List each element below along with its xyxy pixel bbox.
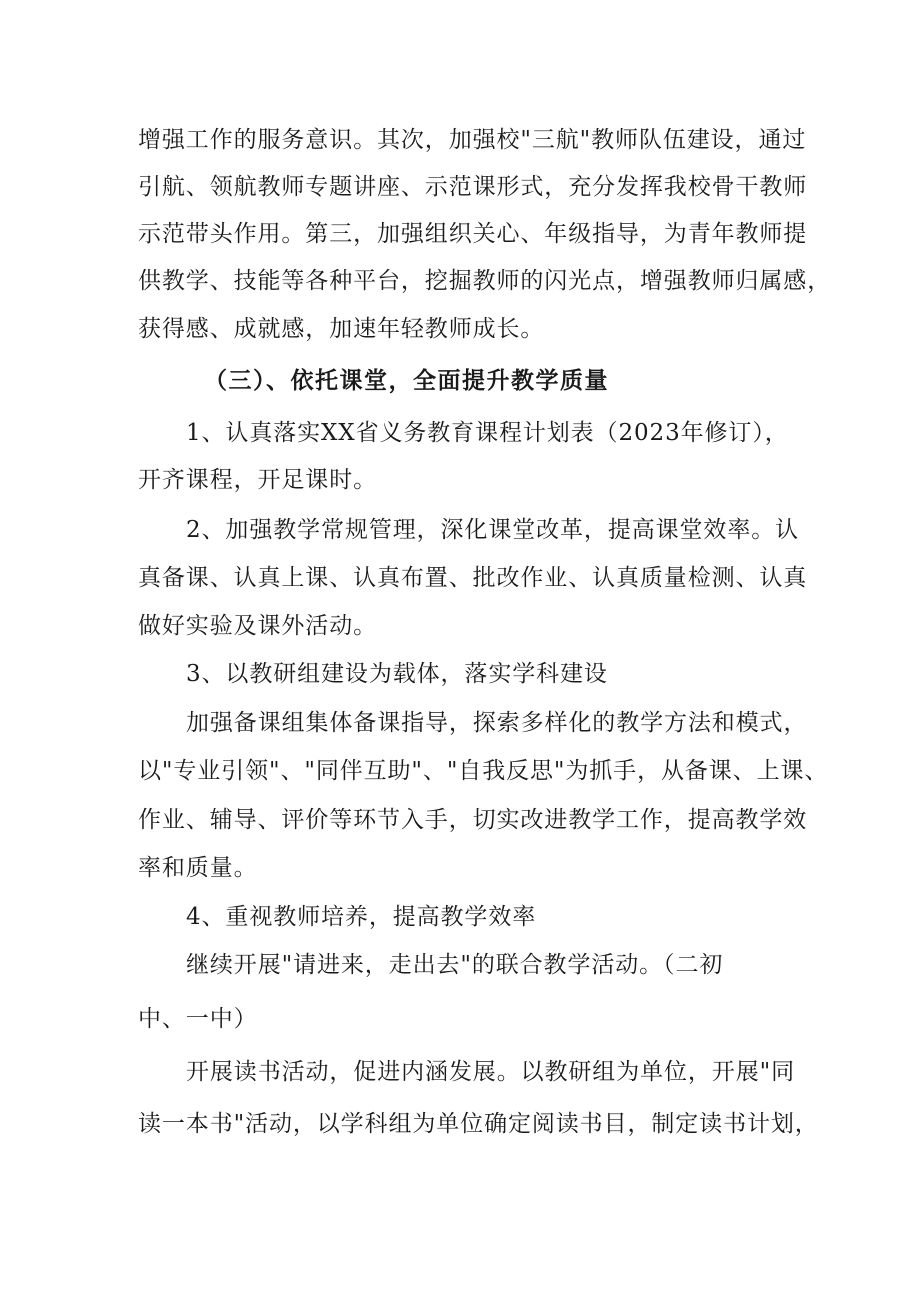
paragraph-line: 示范带头作用。第三，加强组织关心、年级指导，为青年教师提	[138, 221, 808, 247]
paragraph-line: 以"专业引领"、"同伴互助"、"自我反思"为抓手，从备课、上课、	[138, 758, 829, 784]
paragraph-line: 引航、领航教师专题讲座、示范课形式，充分发挥我校骨干教师	[138, 174, 808, 200]
paragraph-line: 4、重视教师培养，提高教学效率	[186, 904, 537, 930]
paragraph-line: 继续开展"请进来，走出去"的联合教学活动。（二初	[186, 952, 724, 978]
paragraph-line: 加强备课组集体备课指导，探索多样化的教学方法和模式，	[186, 710, 808, 736]
paragraph-line: 中、一中）	[138, 1006, 258, 1032]
paragraph-line: 供教学、技能等各种平台，挖掘教师的闪光点，增强教师归属感，	[138, 268, 832, 294]
paragraph-line: 做好实验及课外活动。	[138, 613, 377, 639]
paragraph-line: 作业、辅导、评价等环节入手，切实改进教学工作，提高教学效	[138, 807, 808, 833]
paragraph-line: 3、以教研组建设为载体，落实学科建设	[186, 661, 608, 687]
paragraph-line: 真备课、认真上课、认真布置、批改作业、认真质量检测、认真	[138, 565, 808, 591]
paragraph-line: 获得感、成就感，加速年轻教师成长。	[138, 316, 545, 342]
paragraph-line: 2、加强教学常规管理，深化课堂改革，提高课堂效率。认	[186, 517, 800, 543]
paragraph-line: 1、认真落实XX省义务教育课程计划表（2023年修订），	[186, 420, 789, 446]
section-heading: （三）、依托课堂，全面提升教学质量	[204, 367, 609, 394]
paragraph-line: 读一本书"活动，以学科组为单位确定阅读书目，制定读书计划，	[138, 1111, 819, 1137]
paragraph-line: 增强工作的服务意识。其次，加强校"三航"教师队伍建设，通过	[138, 127, 807, 153]
paragraph-line: 率和质量。	[138, 855, 258, 881]
paragraph-line: 开展读书活动，促进内涵发展。以教研组为单位，开展"同	[186, 1059, 795, 1085]
paragraph-line: 开齐课程，开足课时。	[138, 467, 377, 493]
